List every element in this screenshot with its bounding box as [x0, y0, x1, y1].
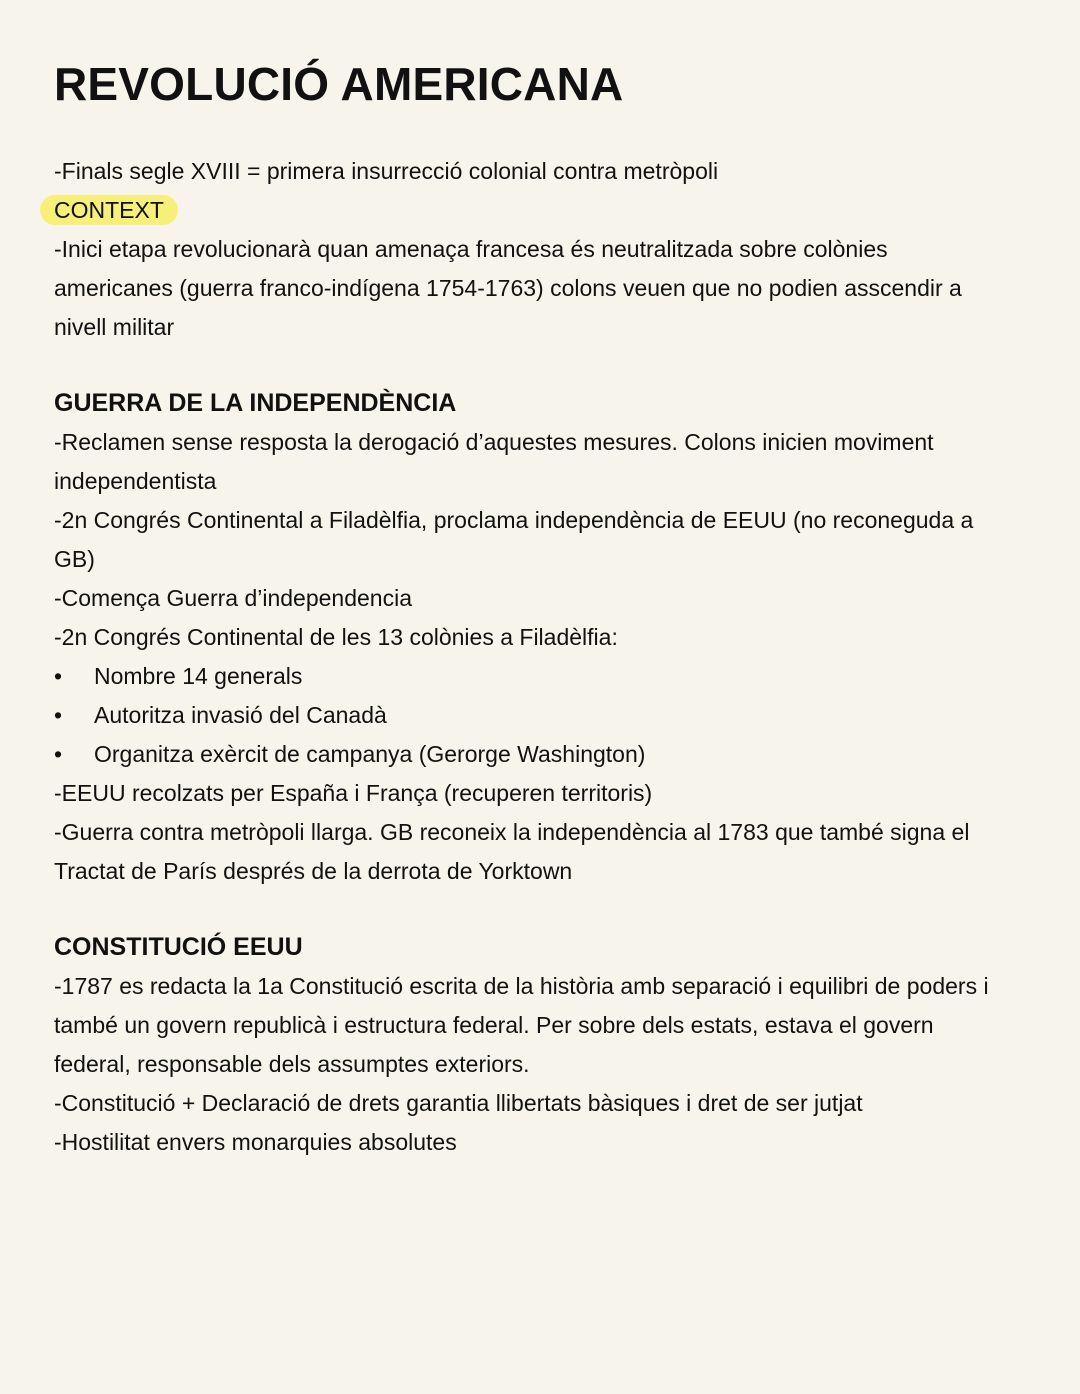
guerra-text-1a: -Reclamen sense resposta la derogació d’aquestes mesures. Colons inicien moviment — [54, 429, 934, 455]
guerra-text-2b: GB) — [54, 546, 95, 572]
constitucio-text-1a: -1787 es redacta la 1a Constitució escrita de la història amb separació i equilibri de poders i — [54, 973, 989, 999]
bullet-text: Autoritza invasió del Canadà — [94, 702, 387, 728]
guerra-text-2a: -2n Congrés Continental a Filadèlfia, proclama independència de EEUU (no reconeguda a — [54, 507, 974, 533]
page-title: REVOLUCIÓ AMERICANA — [54, 58, 624, 110]
constitucio-text-1c: federal, responsable dels assumptes exteriors. — [54, 1051, 530, 1077]
context-line — [54, 191, 1020, 230]
bullet-icon: • — [54, 741, 63, 767]
guerra-text-5: -EEUU recolzats per España i França (recuperen territoris) — [54, 780, 653, 806]
context-text-line-1: -Inici etapa revolucionarà quan amenaça francesa és neutralitzada sobre colònies — [54, 236, 888, 262]
constitucio-text-2: -Constitució + Declaració de drets garantia llibertats bàsiques i dret de ser jutjat — [54, 1090, 863, 1116]
guerra-text-1b: independentista — [54, 468, 217, 494]
constitucio-text-3: -Hostilitat envers monarquies absolutes — [54, 1129, 457, 1155]
guerra-text-6a: -Guerra contra metròpoli llarga. GB reconeix la independència al 1783 que també signa el — [54, 819, 970, 845]
context-highlight-label: CONTEXT — [40, 195, 178, 225]
context-text-line-3: nivell militar — [54, 314, 175, 340]
bullet-icon: • — [54, 663, 63, 689]
intro-text: -Finals segle XVIII = primera insurrecció colonial contra metròpoli — [54, 158, 719, 184]
context-text-line-2: americanes (guerra franco-indígena 1754-1763) colons veuen que no podien asscendir a — [54, 275, 962, 301]
bullet-icon: • — [54, 702, 63, 728]
bullet-text: Nombre 14 generals — [94, 663, 303, 689]
section-heading-guerra: GUERRA DE LA INDEPENDÈNCIA — [54, 389, 457, 417]
guerra-text-6b: Tractat de París després de la derrota de Yorktown — [54, 858, 573, 884]
list-item — [54, 696, 1020, 735]
guerra-text-4: -2n Congrés Continental de les 13 colònies a Filadèlfia: — [54, 624, 618, 650]
list-item — [54, 735, 1020, 774]
list-item — [54, 657, 1020, 696]
guerra-text-3: -Comença Guerra d’independencia — [54, 585, 412, 611]
constitucio-text-1b: també un govern republicà i estructura federal. Per sobre dels estats, estava el govern — [54, 1012, 934, 1038]
bullet-text: Organitza exèrcit de campanya (Gerorge Washington) — [94, 741, 646, 767]
section-heading-constitucio: CONSTITUCIÓ EEUU — [54, 933, 303, 961]
